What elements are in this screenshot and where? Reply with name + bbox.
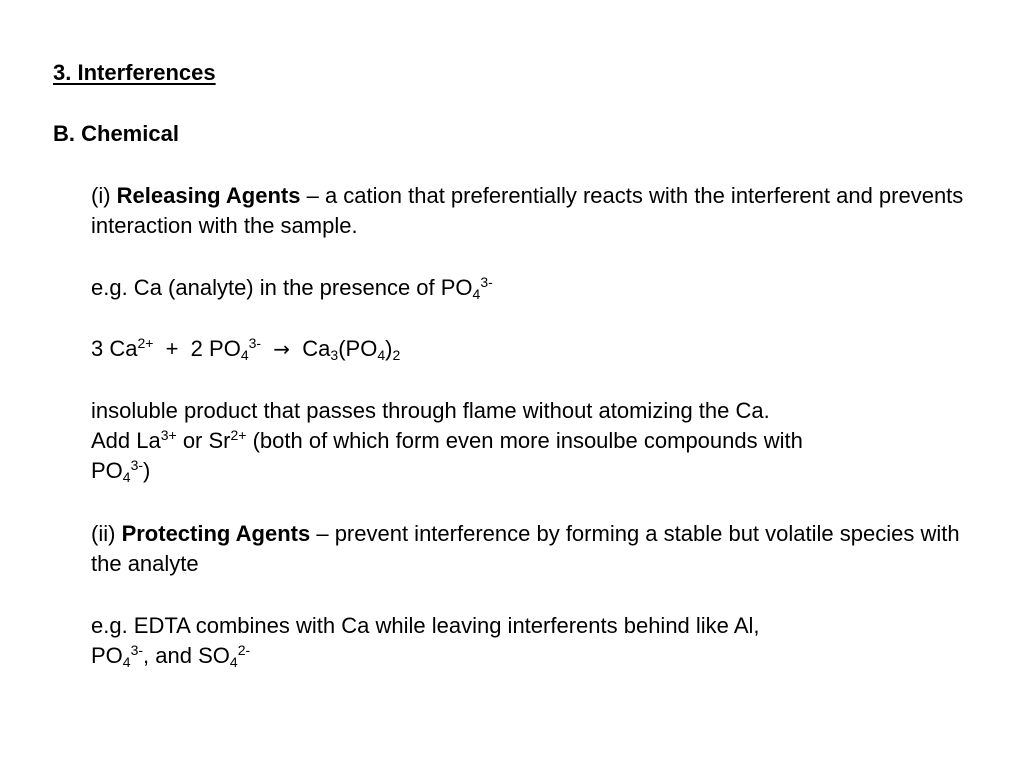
phosphate-subscript: 4 [240, 347, 249, 363]
sr-charge: 2+ [230, 427, 247, 443]
releasing-agents-term: Releasing Agents [116, 183, 301, 208]
phosphate-charge: 3- [248, 335, 262, 351]
close-paren: ) [143, 458, 151, 483]
phosphate-reactant: 2 PO [190, 336, 241, 361]
explanation-line-2 [91, 426, 971, 456]
or-sr: or Sr [176, 428, 231, 453]
explanation-line-1: insoluble product that passes through flame without atomizing the Ca. [91, 398, 770, 423]
edta-line-1: e.g. EDTA combines with Ca while leaving interferents behind like Al, [91, 613, 760, 638]
reaction-equation [91, 334, 971, 364]
calcium-reactant: 3 Ca [91, 336, 138, 361]
releasing-agents-paragraph [91, 181, 971, 241]
la-charge: 3+ [160, 427, 177, 443]
product-po: (PO [338, 336, 378, 361]
product-ca: Ca [302, 336, 331, 361]
add-la: Add La [91, 428, 161, 453]
protecting-definition: – prevent interference by forming a stable but volatile species with the analyte [91, 521, 960, 576]
releasing-number: (i) [91, 183, 111, 208]
so-subscript: 4 [229, 654, 238, 670]
product-subscript: 2 [392, 347, 401, 363]
edta-line-2 [91, 641, 971, 671]
po4-subscript: 4 [472, 286, 481, 302]
product-close: ) [385, 336, 393, 361]
explanation-paragraph [91, 396, 971, 486]
protecting-agents-paragraph [91, 519, 971, 579]
calcium-charge: 2+ [137, 335, 154, 351]
example-phosphate-line [91, 273, 971, 303]
protecting-agents-term: Protecting Agents [121, 521, 311, 546]
po-label-2: PO [91, 643, 123, 668]
protecting-number: (ii) [91, 521, 116, 546]
po-subscript-2: 4 [122, 654, 131, 670]
releasing-definition: – a cation that preferentially reacts with the interferent and prevents interaction with the sample. [91, 183, 964, 238]
po-charge-2: 3- [130, 642, 144, 658]
subsection-heading: B. Chemical [53, 121, 179, 146]
edta-example-paragraph [91, 611, 971, 671]
product-ca-subscript: 3 [330, 347, 339, 363]
po-subscript: 4 [122, 469, 131, 485]
plus-sign: + [165, 336, 179, 361]
explanation-rest: (both of which form even more insoulbe compounds with [246, 428, 803, 453]
section-heading: 3. Interferences [53, 60, 216, 85]
so-charge: 2- [237, 642, 251, 658]
po-charge: 3- [130, 457, 144, 473]
reaction-arrow: → [273, 337, 291, 361]
explanation-line-3 [91, 456, 971, 486]
example-prefix: e.g. Ca (analyte) in the presence of PO [91, 275, 473, 300]
and-so: , and SO [143, 643, 230, 668]
po4-charge: 3- [480, 274, 493, 290]
po-label: PO [91, 458, 123, 483]
product-po-subscript: 4 [377, 347, 386, 363]
